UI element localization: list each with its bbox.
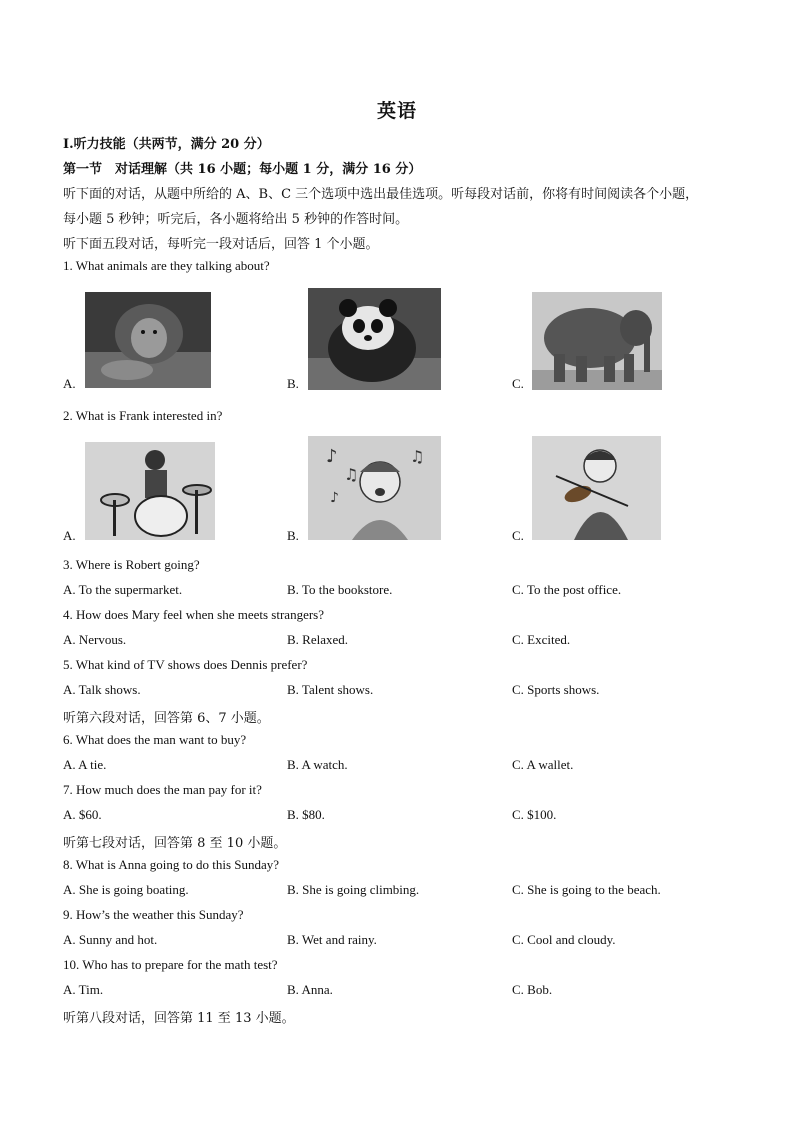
option-c[interactable]: C. Bob. bbox=[512, 982, 553, 997]
option-letter: A. bbox=[63, 376, 76, 391]
option-b[interactable]: B. She is going climbing. bbox=[287, 882, 420, 897]
question-1-text: 1. What animals are they talking about? bbox=[63, 258, 270, 273]
question-9-text: 9. How’s the weather this Sunday? bbox=[63, 907, 244, 922]
option-b[interactable]: B. Relaxed. bbox=[287, 632, 349, 647]
question-10-text: 10. Who has to prepare for the math test? bbox=[63, 957, 278, 972]
option-b[interactable]: B. A watch. bbox=[287, 757, 348, 772]
option-a[interactable]: A. Sunny and hot. bbox=[63, 932, 158, 947]
svg-text:♫: ♫ bbox=[410, 447, 425, 466]
option-a[interactable]: A. $60. bbox=[63, 807, 102, 822]
question-6-text: 6. What does the man want to buy? bbox=[63, 732, 247, 747]
option-a[interactable]: A. To the supermarket. bbox=[63, 582, 183, 597]
question-3-options bbox=[63, 582, 763, 600]
instruction-line: 听下面的对话，从题中所给的 A、B、C 三个选项中选出最佳选项。听每段对话前，你将有时间阅读各个小题， bbox=[63, 187, 699, 202]
instruction-line: 听下面五段对话，每听完一段对话后，回答 1 个小题。 bbox=[63, 237, 379, 252]
question-5-options bbox=[63, 682, 763, 700]
singing-image bbox=[308, 436, 441, 540]
page-title: 英语 bbox=[376, 100, 417, 122]
question-8-text: 8. What is Anna going to do this Sunday? bbox=[63, 857, 280, 872]
option-letter: A. bbox=[63, 528, 76, 543]
option-c[interactable]: C. Cool and cloudy. bbox=[512, 932, 616, 947]
question-5-text: 5. What kind of TV shows does Dennis prefer? bbox=[63, 657, 308, 672]
option-c[interactable]: C. $100. bbox=[512, 807, 557, 822]
question-7-options bbox=[63, 807, 763, 825]
svg-text:♫: ♫ bbox=[344, 465, 359, 484]
option-c[interactable]: C. A wallet. bbox=[512, 757, 574, 772]
svg-text:♪: ♪ bbox=[326, 446, 338, 467]
option-a[interactable]: A. Nervous. bbox=[63, 632, 127, 647]
svg-text:♪: ♪ bbox=[330, 490, 339, 506]
option-c[interactable]: C. Excited. bbox=[512, 632, 571, 647]
section-note: 听第六段对话，回答第 6、7 小题。 bbox=[63, 711, 270, 726]
panda-image bbox=[308, 288, 441, 390]
option-letter: B. bbox=[287, 376, 299, 391]
question-9-options bbox=[63, 932, 763, 950]
option-b[interactable]: B. $80. bbox=[287, 807, 325, 822]
elephant-image bbox=[532, 292, 662, 390]
section-note: 听第八段对话，回答第 11 至 13 小题。 bbox=[63, 1011, 295, 1026]
section1-heading: 第一节 对话理解（共 16 小题；每小题 1 分，满分 16 分） bbox=[63, 162, 422, 177]
lion-image bbox=[85, 292, 211, 388]
instruction-line: 每小题 5 秒钟；听完后，各小题将给出 5 秒钟的作答时间。 bbox=[63, 212, 409, 227]
question-4-options bbox=[63, 632, 763, 650]
option-a[interactable]: A. Talk shows. bbox=[63, 682, 141, 697]
option-letter: C. bbox=[512, 528, 524, 543]
violin-image bbox=[532, 436, 661, 540]
option-b[interactable]: B. Talent shows. bbox=[287, 682, 374, 697]
question-3-text: 3. Where is Robert going? bbox=[63, 557, 200, 572]
question-8-options bbox=[63, 882, 763, 900]
option-b[interactable]: B. Wet and rainy. bbox=[287, 932, 377, 947]
option-a[interactable]: A. Tim. bbox=[63, 982, 104, 997]
section-note: 听第七段对话，回答第 8 至 10 小题。 bbox=[63, 836, 287, 851]
option-a[interactable]: A. She is going boating. bbox=[63, 882, 189, 897]
question-2-text: 2. What is Frank interested in? bbox=[63, 408, 223, 423]
question-6-options bbox=[63, 757, 763, 775]
option-b[interactable]: B. To the bookstore. bbox=[287, 582, 393, 597]
part1-heading: Ⅰ.听力技能（共两节，满分 20 分） bbox=[63, 137, 270, 152]
question-10-options bbox=[63, 982, 763, 1000]
option-a[interactable]: A. A tie. bbox=[63, 757, 107, 772]
question-7-text: 7. How much does the man pay for it? bbox=[63, 782, 262, 797]
option-c[interactable]: C. To the post office. bbox=[512, 582, 622, 597]
option-b[interactable]: B. Anna. bbox=[287, 982, 333, 997]
option-letter: B. bbox=[287, 528, 299, 543]
option-c[interactable]: C. Sports shows. bbox=[512, 682, 600, 697]
question-4-text: 4. How does Mary feel when she meets strangers? bbox=[63, 607, 325, 622]
option-letter: C. bbox=[512, 376, 524, 391]
option-c[interactable]: C. She is going to the beach. bbox=[512, 882, 661, 897]
drums-image bbox=[85, 442, 215, 540]
